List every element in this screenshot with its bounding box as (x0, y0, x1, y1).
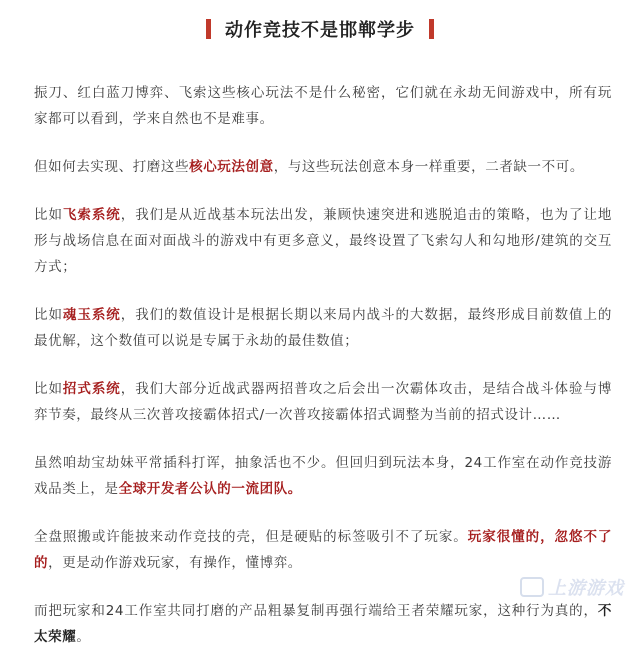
highlighted-text: 飞索系统 (62, 207, 121, 223)
paragraph-text: 但如何去实现、打磨这些 (34, 159, 190, 175)
paragraph-text: 全盘照搬或许能披来动作竞技的壳，但是硬贴的标签吸引不了玩家。 (34, 529, 468, 545)
paragraph-text: ，更是动作游戏玩家，有操作，懂博弈。 (48, 555, 302, 571)
gamepad-icon (520, 577, 544, 597)
paragraph-text: 振刀、红白蓝刀博弈、飞索这些核心玩法不是什么秘密，它们就在永劫无间游戏中，所有玩家都可以看到，学来自然也不是难事。 (34, 85, 612, 127)
paragraph-text: ，我们的数值设计是根据长期以来局内战斗的大数据，最终形成目前数值上的最优解，这个数值可以说是专属于永劫的最佳数值； (34, 307, 612, 349)
heading-right-bar (429, 19, 434, 39)
paragraph-text: 比如 (34, 307, 63, 323)
paragraph-text: ，与这些玩法创意本身一样重要，二者缺一不可。 (273, 159, 584, 175)
highlighted-text: 全球开发者公认的一流团队。 (118, 481, 302, 497)
article-paragraph (34, 450, 612, 502)
article-paragraph (34, 302, 612, 354)
paragraph-text: ，我们大部分近战武器两招普攻之后会出一次霸体攻击，是结合战斗体验与博弈节奏，最终从三次普攻接霸体招式/一次普攻接霸体招式调整为当前的招式设计…… (34, 381, 612, 423)
article-paragraph (34, 80, 612, 132)
paragraph-text: 而把玩家和24工作室共同打磨的产品粗暴复制再强行端给王者荣耀玩家，这种行为真的， (34, 603, 598, 619)
paragraph-text: 比如 (34, 381, 63, 397)
watermark (520, 574, 624, 600)
article-paragraph (34, 524, 612, 576)
article-paragraph (34, 376, 612, 428)
paragraph-text: 。 (76, 629, 91, 645)
heading-left-bar (206, 19, 211, 39)
article-paragraph (34, 202, 612, 280)
paragraph-text: 比如 (34, 207, 63, 223)
emphasized-text: 不太荣耀 (34, 603, 612, 645)
article-paragraph (34, 154, 612, 180)
highlighted-text: 核心玩法创意 (189, 159, 274, 175)
highlighted-text: 招式系统 (62, 381, 121, 397)
section-heading (0, 14, 640, 44)
paragraph-text: ，我们是从近战基本玩法出发，兼顾快速突进和逃脱追击的策略，也为了让地形与战场信息在面对面战斗的游戏中有更多意义，最终设置了飞索勾人和勾地形/建筑的交互方式； (34, 207, 612, 275)
highlighted-text: 魂玉系统 (62, 307, 121, 323)
heading-title: 动作竞技不是邯郸学步 (225, 20, 415, 41)
paragraph-text: 虽然咱劫宝劫妹平常插科打诨，抽象活也不少。但回归到玩法本身，24工作室在动作竞技游戏品类上，是 (34, 455, 612, 497)
highlighted-text: 玩家很懂的，忽悠不了的 (34, 529, 613, 571)
article-paragraph (34, 598, 612, 650)
watermark-text: 上游游戏 (548, 578, 624, 599)
